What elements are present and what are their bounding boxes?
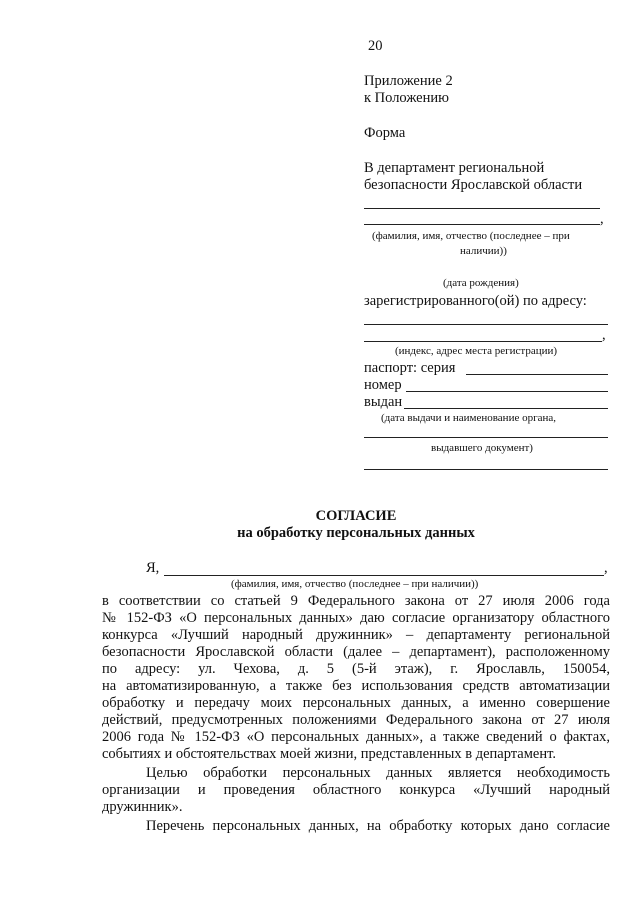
paragraph-1-line: на автоматизированную, а также без использования средств автоматизации — [102, 678, 610, 694]
paragraph-2-line: Целью обработки персональных данных является необходимость — [146, 765, 610, 781]
passport-number-label: номер — [364, 377, 402, 393]
addressee-line-2: безопасности Ярославской области — [364, 177, 583, 193]
issuer-line[interactable] — [364, 437, 608, 438]
birth-date-hint: (дата рождения) — [443, 277, 519, 289]
paragraph-2-line: дружинник». — [102, 799, 183, 815]
fio-line-2[interactable] — [364, 224, 600, 225]
paragraph-1-line: конкурса «Лучший народный дружинник» – департаменту региональной — [102, 627, 610, 643]
fio-hint-1: (фамилия, имя, отчество (последнее – при — [372, 230, 570, 242]
form-label: Форма — [364, 125, 406, 141]
fio-comma: , — [600, 211, 604, 227]
ya-label: Я, — [146, 560, 160, 576]
regulation-label: к Положению — [364, 90, 449, 106]
issued-line[interactable] — [404, 408, 608, 409]
issue-hint-1: (дата выдачи и наименование органа, — [381, 412, 556, 424]
page-number: 20 — [368, 38, 383, 54]
applicant-fio-line[interactable] — [164, 575, 604, 576]
paragraph-1-line: событиях и обстоятельствах моей жизни, представленных в департамент. — [102, 746, 556, 762]
passport-series-line[interactable] — [466, 374, 608, 375]
doc-title: СОГЛАСИЕ — [315, 508, 397, 524]
applicant-comma: , — [604, 560, 608, 576]
addressee-line-1: В департамент региональной — [364, 160, 545, 176]
appendix-label: Приложение 2 — [364, 73, 453, 89]
address-line-1[interactable] — [364, 324, 608, 325]
issued-label: выдан — [364, 394, 403, 410]
paragraph-1-line: действий, предусмотренных положениями Федерального закона от 27 июля — [102, 712, 610, 728]
address-comma: , — [602, 327, 606, 343]
registered-label: зарегистрированного(ой) по адресу: — [364, 293, 587, 309]
passport-series-label: паспорт: серия — [364, 360, 456, 376]
fio-hint-2: наличии)) — [460, 245, 507, 257]
address-hint: (индекс, адрес места регистрации) — [395, 345, 558, 357]
address-line-2[interactable] — [364, 341, 602, 342]
issue-hint-2: выдавшего документ) — [431, 442, 533, 454]
paragraph-3-line: Перечень персональных данных, на обработку которых дано согласие — [146, 818, 610, 834]
applicant-fio-hint: (фамилия, имя, отчество (последнее – при наличии)) — [231, 578, 479, 590]
paragraph-1-line: № 152-ФЗ «О персональных данных» даю согласие организатору областного — [102, 610, 610, 626]
paragraph-1-line: обработку и передачу моих персональных данных, а именно совершение — [102, 695, 610, 711]
paragraph-1-line: безопасности Ярославской области (далее – департамент), расположенному — [102, 644, 610, 660]
paragraph-2-line: организации и проведения областного конкурса «Лучший народный — [102, 782, 610, 798]
paragraph-1-line: по адресу: ул. Чехова, д. 5 (5-й этаж), г. Ярославль, 150054, — [102, 661, 610, 677]
issuer-line-2[interactable] — [364, 469, 608, 470]
doc-subtitle: на обработку персональных данных — [237, 525, 475, 541]
fio-line-1[interactable] — [364, 208, 600, 209]
paragraph-1-line: 2006 года № 152-ФЗ «О персональных данных», а также сведений о фактах, — [102, 729, 610, 745]
paragraph-1-line: в соответствии со статьей 9 Федерального закона от 27 июля 2006 года — [102, 593, 610, 609]
passport-number-line[interactable] — [406, 391, 608, 392]
